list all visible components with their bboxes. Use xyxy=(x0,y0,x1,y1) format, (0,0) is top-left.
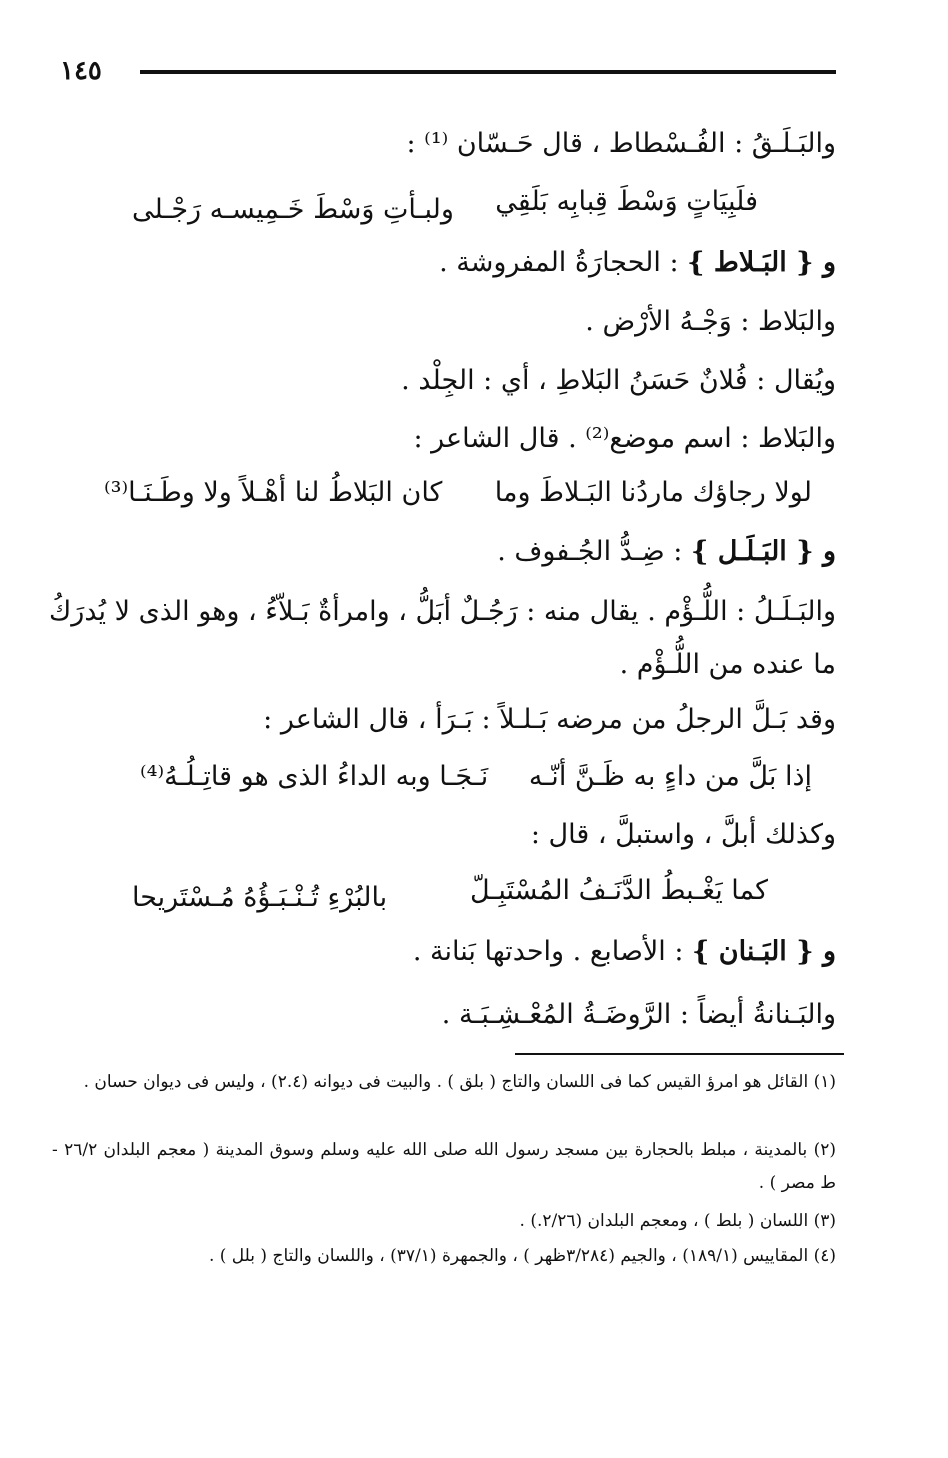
verse-4-second-hemistich: بالبُرْءِ تُـنْـبَـؤُهُ مُـسْتَريحا xyxy=(132,882,388,913)
text-line-10: وكذلك أبلَّ ، واستبلَّ ، قال : xyxy=(530,819,836,850)
page-number: ١٤٥ xyxy=(60,56,102,86)
entry-definition-balal: : ضِـدُّ الجُـفوف . xyxy=(497,536,691,567)
text-line-12: والبَـنانةُ أيضاً : الرَّوضَـةُ المُعْـشِـبَـة . xyxy=(441,999,836,1030)
verse-3-first-hemistich: إذا بَلَّ من داءٍ به ظَـنَّ أنّـه xyxy=(528,761,812,792)
header-rule xyxy=(140,70,836,74)
footnote-3: (٣) اللسان ( بلط ) ، ومعجم البلدان (٢/٢٦.) . xyxy=(519,1211,836,1231)
entry-definition-banan: : الأصابع . واحدتها بَنانة . xyxy=(412,936,693,967)
entry-definition-balat: : الحجارَةُ المفروشة . xyxy=(439,247,688,278)
verse-2-second-hemistich: كان البَلاطُ لنا أهْـلاً ولا وطَـنَـا⁽³⁾ xyxy=(104,477,443,508)
footnote-4: (٤) المقاييس (١٨٩/١) ، والجيم (٣/٢٨٤ظهر ) ، والجمهرة (٣٧/١) ، واللسان والتاج ( بلل ) . xyxy=(208,1246,836,1266)
entry-headword-banan: و { البَـنان } xyxy=(692,936,836,967)
text-line-7: والبَـلَـلُ : اللُّـؤْم . يقال منه : رَجُـلٌ أبَلُّ ، وامرأةٌ بَـلاّءُ ، وهو الذى لا يُدرَكُ xyxy=(49,596,836,627)
verse-4-first-hemistich: كما يَغْـبطُ الدَّنَـفُ المُسْتَبِـلّ xyxy=(469,875,768,906)
text-line-8: ما عنده من اللُّـؤْم . xyxy=(619,649,836,680)
verse-1-second-hemistich: ولبـأتِ وَسْطَ خَـمِيسـه رَجْـلى xyxy=(132,194,454,225)
text-line-5: والبَلاط : اسم موضع⁽²⁾ . قال الشاعر : xyxy=(413,423,836,454)
text-line-3: والبَلاط : وَجْـهُ الأرْض . xyxy=(585,306,836,337)
entry-balat-line xyxy=(439,243,836,283)
footnote-2: (٢) بالمدينة ، مبلط بالحجارة بين مسجد رسول الله صلى الله عليه وسلم وسوق المدينة ( معجم البلدان ٢٦/٢ - ط مصر ) . xyxy=(52,1140,836,1193)
entry-banan-line xyxy=(413,932,836,972)
verse-2-first-hemistich: لولا رجاؤك ماردُنا البَـلاطَ وما xyxy=(494,477,812,508)
footnote-rule xyxy=(515,1053,844,1055)
text-line-1: والبَـلَـقُ : الفُـسْطاط ، قال حَـسّان ⁽¹⁾ : xyxy=(406,128,836,159)
entry-headword-balal: و { البَـلَـل } xyxy=(690,536,836,567)
text-line-9: وقد بَـلَّ الرجلُ من مرضه بَـلـلاً : بَـرَأ ، قال الشاعر : xyxy=(263,704,836,735)
footnote-1: (١) القائل هو امرؤ القيس كما فى اللسان والتاج ( بلق ) . والبيت فى ديوانه (٢.٤) ، وليس فى ديوان حسان . xyxy=(83,1072,836,1092)
verse-1-first-hemistich: فلَبِيَاتٍ وَسْطَ قِبابِه بَلَقِي xyxy=(495,186,758,217)
text-line-4: ويُقال : فُلانٌ حَسَنُ البَلاطِ ، أي : الجِلْد . xyxy=(401,365,836,396)
verse-3-second-hemistich: نَـجَـا وبه الداءُ الذى هو قاتِـلُـهُ⁽⁴⁾ xyxy=(140,761,489,792)
entry-headword-balat: و { البَـلاط } xyxy=(687,247,836,278)
entry-balal-line xyxy=(497,532,836,572)
